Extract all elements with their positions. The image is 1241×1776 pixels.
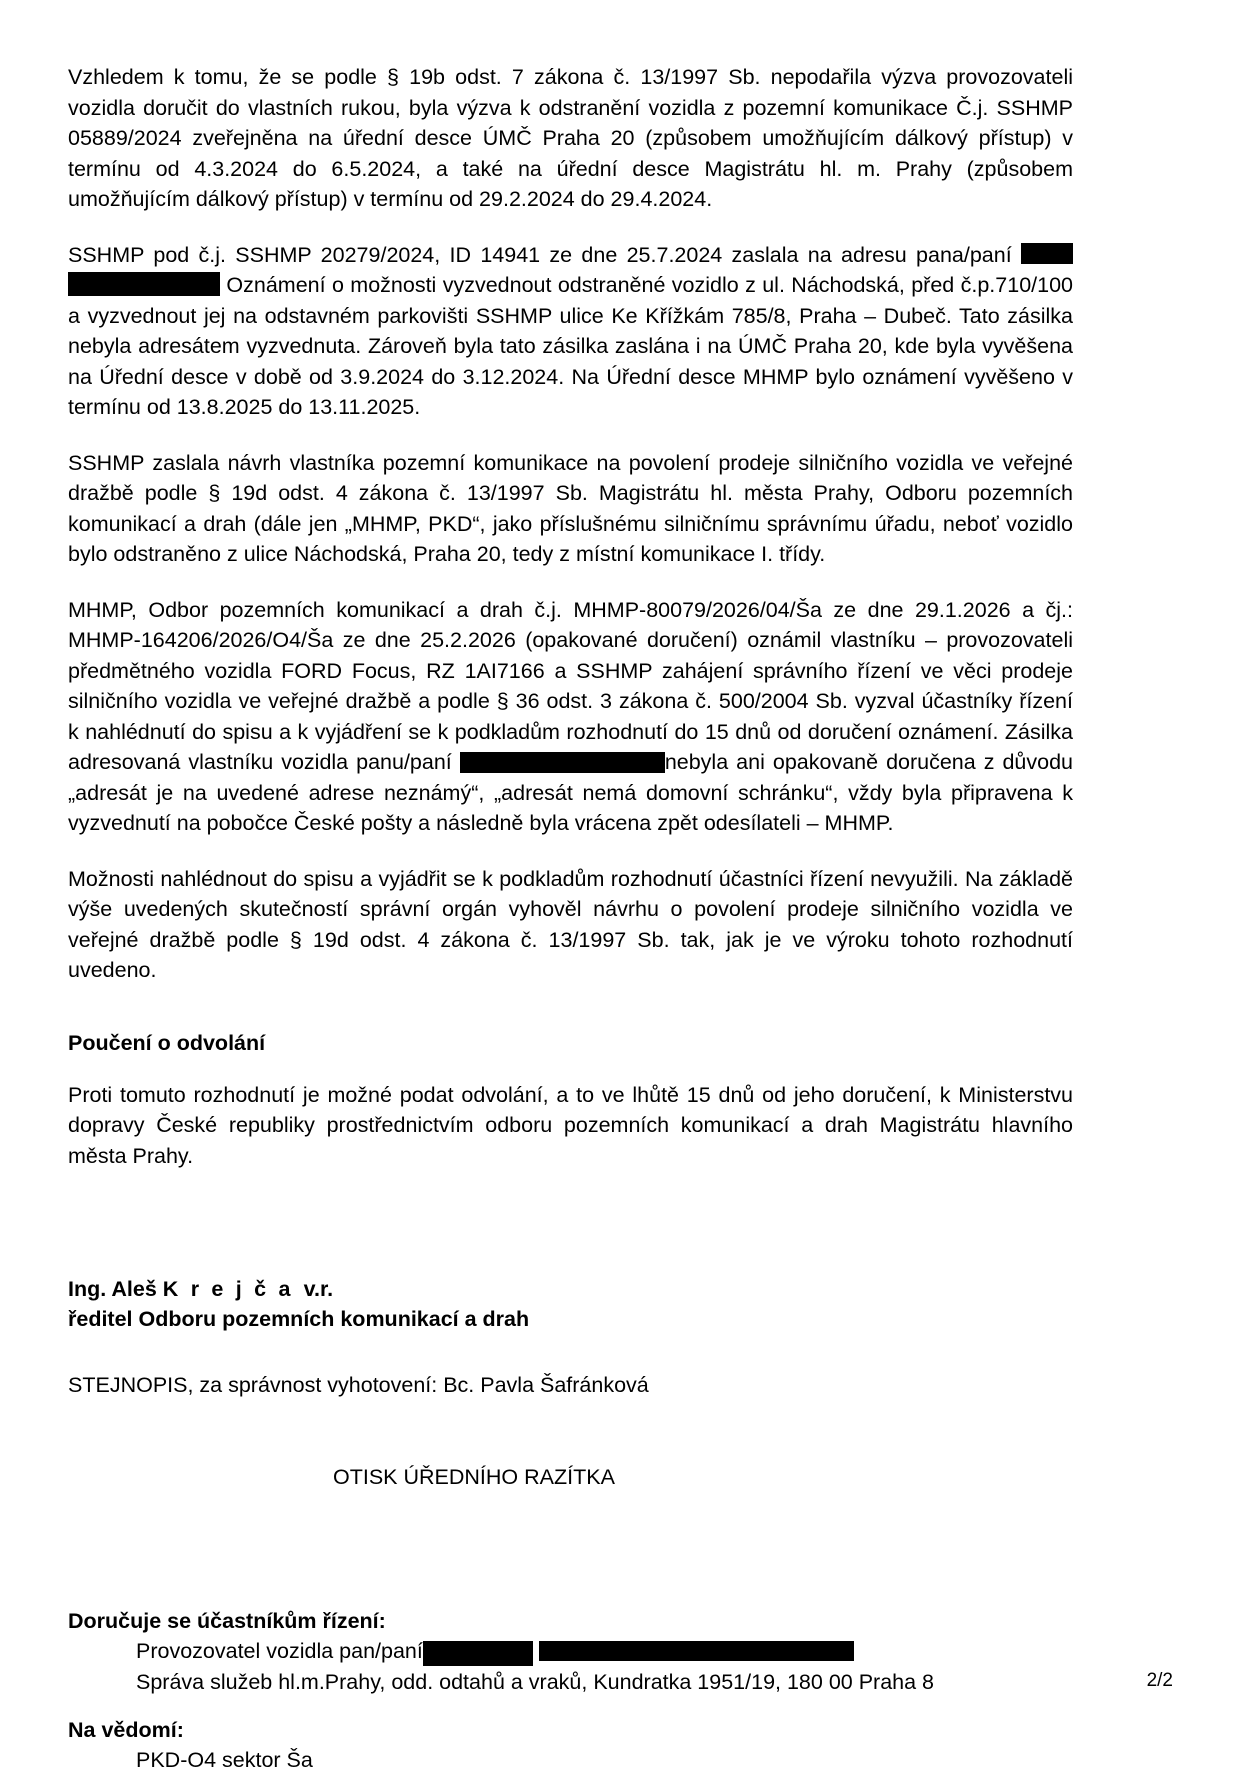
signatory-title: Ing. Aleš [68, 1277, 157, 1301]
spacer-before-cc [68, 1698, 1073, 1715]
redaction-bar-owner-name [460, 752, 665, 773]
signatory-vr: v.r. [303, 1277, 334, 1301]
delivery-heading: Doručuje se účastníkům řízení: [68, 1609, 386, 1633]
copy-verification-note: STEJNOPIS, za správnost vyhotovení: Bc. Pavla Šafránková [68, 1373, 649, 1397]
redaction-bar-name-inline [1021, 243, 1073, 264]
paragraph-auction-proposal: SSHMP zaslala návrh vlastníka pozemní komunikace na povolení prodeje silničního vozidla ve veřejné dražbě podle § 19d odst. 4 zákona č. 13/1997 Sb. Magistrátu hl. města Prahy, Odboru pozemních komunikací a drah (dále jen „MHMP, PKD“, jako příslušnému silničnímu správnímu úřadu, neboť vozidlo bylo odstraněno z ulice Náchodská, Praha 20, tedy z místní komunikace I. třídy. [68, 450, 1073, 566]
delivery-list [68, 1636, 1073, 1698]
delivery-item-operator [136, 1636, 1073, 1667]
document-body [68, 62, 1073, 1776]
delivery-item-operator-label: Provozovatel vozidla pan/paní [136, 1639, 423, 1663]
spacer-before-stamp [68, 1400, 1073, 1462]
redaction-bar-operator-address [539, 1641, 854, 1661]
spacer-before-appeal [68, 1011, 1073, 1028]
paragraph-sshmp-text-before: SSHMP pod č.j. SSHMP 20279/2024, ID 14941 ze dne 25.7.2024 zaslala na adresu pana/paní [68, 242, 1012, 267]
appeal-text: Proti tomuto rozhodnutí je možné podat odvolání, a to ve lhůtě 15 dnů od jeho doručení, k Ministerstvu dopravy České republiky prostřednictvím odboru pozemních komunikací a drah Magistrátu hlavního města Prahy. [68, 1082, 1073, 1168]
paragraph-mhmp-text-before: MHMP, Odbor pozemních komunikací a drah č.j. MHMP-80079/2026/04/Ša ze dne 29.1.2026 a čj.: MHMP-164206/2026/O4/Ša ze dne 25.2.2026 (opakované doručení) oznámil vlastníku – provozovateli předmětného vozidla FORD Focus, RZ 1AI7166 a SSHMP zahájení správního řízení ve věci prodeje silničního vozidla ve veřejné dražbě a podle § 36 odst. 3 zákona č. 500/2004 Sb. vyzval účastníky řízení k nahlédnutí do spisu a k vyjádření se k podkladům rozhodnutí do 15 dnů od doručení oznámení. Zásilka adresovaná vlastníku vozidla panu/paní [68, 597, 1073, 774]
paragraph-sshmp-text-after: Oznámení o možnosti vyzvednout odstraněné vozidlo z ul. Náchodská, před č.p.710/100 a vyzvednout jej na odstavném parkovišti SSHMP ulice Ke Křížkám 785/8, Praha – Dubeč. Tato zásilka nebyla adresátem vyzvednuta. Zároveň byla tato zásilka zaslána i na ÚMČ Praha 20, kde byla vyvěšena na Úřední desce v době od 3.9.2024 do 3.12.2024. Na Úřední desce MHMP bylo oznámení vyvěšeno v termínu od 13.8.2025 do 13.11.2025. [68, 273, 1073, 419]
delivery-item-service: Správa služeb hl.m.Prahy, odd. odtahů a vraků, Kundratka 1951/19, 180 00 Praha 8 [136, 1670, 935, 1694]
spacer-before-distribution-2 [68, 1570, 1073, 1606]
spacer-before-distribution [68, 1492, 1073, 1570]
paragraph-conclusion: Možnosti nahlédnout do spisu a vyjádřit se k podkladům rozhodnutí účastníci řízení nevyužili. Na základě výše uvedených skutečností správní orgán vyhověl návrhu o povolení prodeje silničního vozidla ve veřejné dražbě podle § 19d odst. 4 zákona č. 13/1997 Sb. tak, jak je ve výroku tohoto rozhodnutí uvedeno. [68, 866, 1073, 982]
appeal-heading: Poučení o odvolání [68, 1030, 266, 1055]
cc-item-pkd: PKD-O4 sektor Ša [136, 1748, 313, 1772]
official-stamp-note: OTISK ÚŘEDNÍHO RAZÍTKA [333, 1465, 615, 1489]
signatory-role: ředitel Odboru pozemních komunikací a drah [68, 1307, 530, 1331]
spacer-before-signature [68, 1196, 1073, 1274]
paragraph-sshmp-notification [68, 240, 1073, 423]
page-number: 2/2 [1146, 1670, 1173, 1691]
signatory-surname: K r e j č a [162, 1277, 294, 1301]
spacer-before-copy-note [68, 1334, 1073, 1370]
paragraph-mhmp-text-after: nebyla ani opakovaně doručena z důvodu „adresát je na uvedené adrese neznámý“, „adresát nemá domovní schránku“, vždy byla připravena k vyzvednutí na pobočce České pošty a následně byla vrácena zpět odesílateli – MHMP. [68, 750, 1074, 835]
signatory-name-line [68, 1274, 1073, 1304]
redaction-bar-address-line [68, 272, 220, 296]
redaction-bar-operator-name [423, 1641, 533, 1666]
paragraph-mhmp-proceedings [68, 595, 1073, 839]
cc-heading: Na vědomí: [68, 1718, 184, 1742]
signature-block [68, 1274, 1073, 1334]
paragraph-public-notice: Vzhledem k tomu, že se podle § 19b odst. 7 zákona č. 13/1997 Sb. nepodařila výzva provozovateli vozidla doručit do vlastních rukou, byla výzva k odstranění vozidla z pozemní komunikace Č.j. SSHMP 05889/2024 zveřejněna na úřední desce ÚMČ Praha 20 (způsobem umožňujícím dálkový přístup) v termínu od 4.3.2024 do 6.5.2024, a také na úřední desce Magistrátu hl. m. Prahy (způsobem umožňujícím dálkový přístup) v termínu od 29.2.2024 do 29.4.2024. [68, 65, 1073, 211]
cc-list [68, 1745, 1073, 1776]
